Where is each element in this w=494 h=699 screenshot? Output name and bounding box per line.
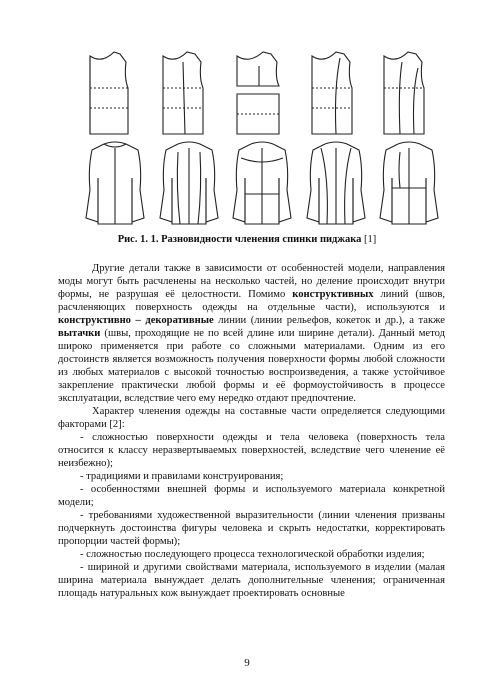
jacket-back-4 xyxy=(301,138,371,228)
list-item: - сложностью поверхности одежды и тела человека (поверхность тела относится к классу неразвертываемых поверхностей, вследствие чего членение её неизбежно); xyxy=(58,432,445,469)
p1-text-4: (швы, проходящие не по всей длине или ширине детали). Данный метод широко применяется при работе со сложными материалами. Одним из его достоинств является возможность получения поверхности формы любой сложности из любых материалов с высокой точностью воспроизведения, а также устойчивое закрепление практически любой формы и её формоустойчивость в процессе эксплуатации, вследствие чего ему нередко отдают предпочтение. xyxy=(58,328,445,404)
list-item: - требованиями художественной выразительности (линии членения призваны подчеркнуть достоинства фигуры человека и скрыть недостатки, корректировать пропорции частей формы); xyxy=(58,510,445,547)
jacket-back-2 xyxy=(154,138,224,228)
back-pattern-2 xyxy=(155,48,221,140)
list-item: - сложностью последующего процесса технологической обработки изделия; xyxy=(80,549,425,560)
jacket-back-5 xyxy=(374,138,444,228)
jacket-back-1 xyxy=(80,138,150,228)
body-text xyxy=(58,262,445,600)
back-pattern-1 xyxy=(80,48,146,140)
p1-text-1: Другие детали также в зависимости от особенностей модели, направления моды могут быть расчленены на несколько частей, но деление происходит внутри формы, не разрушая её целостности. Помимо xyxy=(58,263,445,300)
paragraph-2: Характер членения одежды на составные части определяется следующими факторами [2]: xyxy=(58,406,445,430)
p1-bold-3: вытачки xyxy=(58,328,101,339)
caption-reference: [1] xyxy=(364,234,377,245)
p1-bold-1: конструктивных xyxy=(292,289,374,300)
list-item: - шириной и другими свойствами материала, используемого в изделии (малая ширина материала вынуждает делать дополнительные членения; ограниченная площадь натуральных кож вынуждает проектировать основные xyxy=(58,562,445,599)
back-pattern-3 xyxy=(229,48,295,140)
p1-text-2: линий (швов, расчленяющих поверхность одежды на отдельные части), используются и xyxy=(58,289,445,313)
back-pattern-5 xyxy=(378,48,444,140)
p1-text-3: линии (линии рельефов, кокеток и др.), а также xyxy=(213,315,446,326)
jacket-row xyxy=(80,138,444,228)
caption-main: Рис. 1. 1. Разновидности членения спинки пиджака xyxy=(117,234,365,245)
paragraph-1 xyxy=(58,262,445,405)
list-item: - традициями и правилами конструирования; xyxy=(80,471,284,482)
back-pattern-4 xyxy=(304,48,370,140)
figure-caption xyxy=(0,234,494,245)
list-item: - особенностями внешней формы и используемого материала конкретной модели; xyxy=(58,484,445,508)
page-number: 9 xyxy=(244,657,250,669)
p1-bold-2: конструктивно – декоративные xyxy=(58,315,214,326)
jacket-back-3 xyxy=(227,138,297,228)
pattern-row xyxy=(80,48,444,140)
